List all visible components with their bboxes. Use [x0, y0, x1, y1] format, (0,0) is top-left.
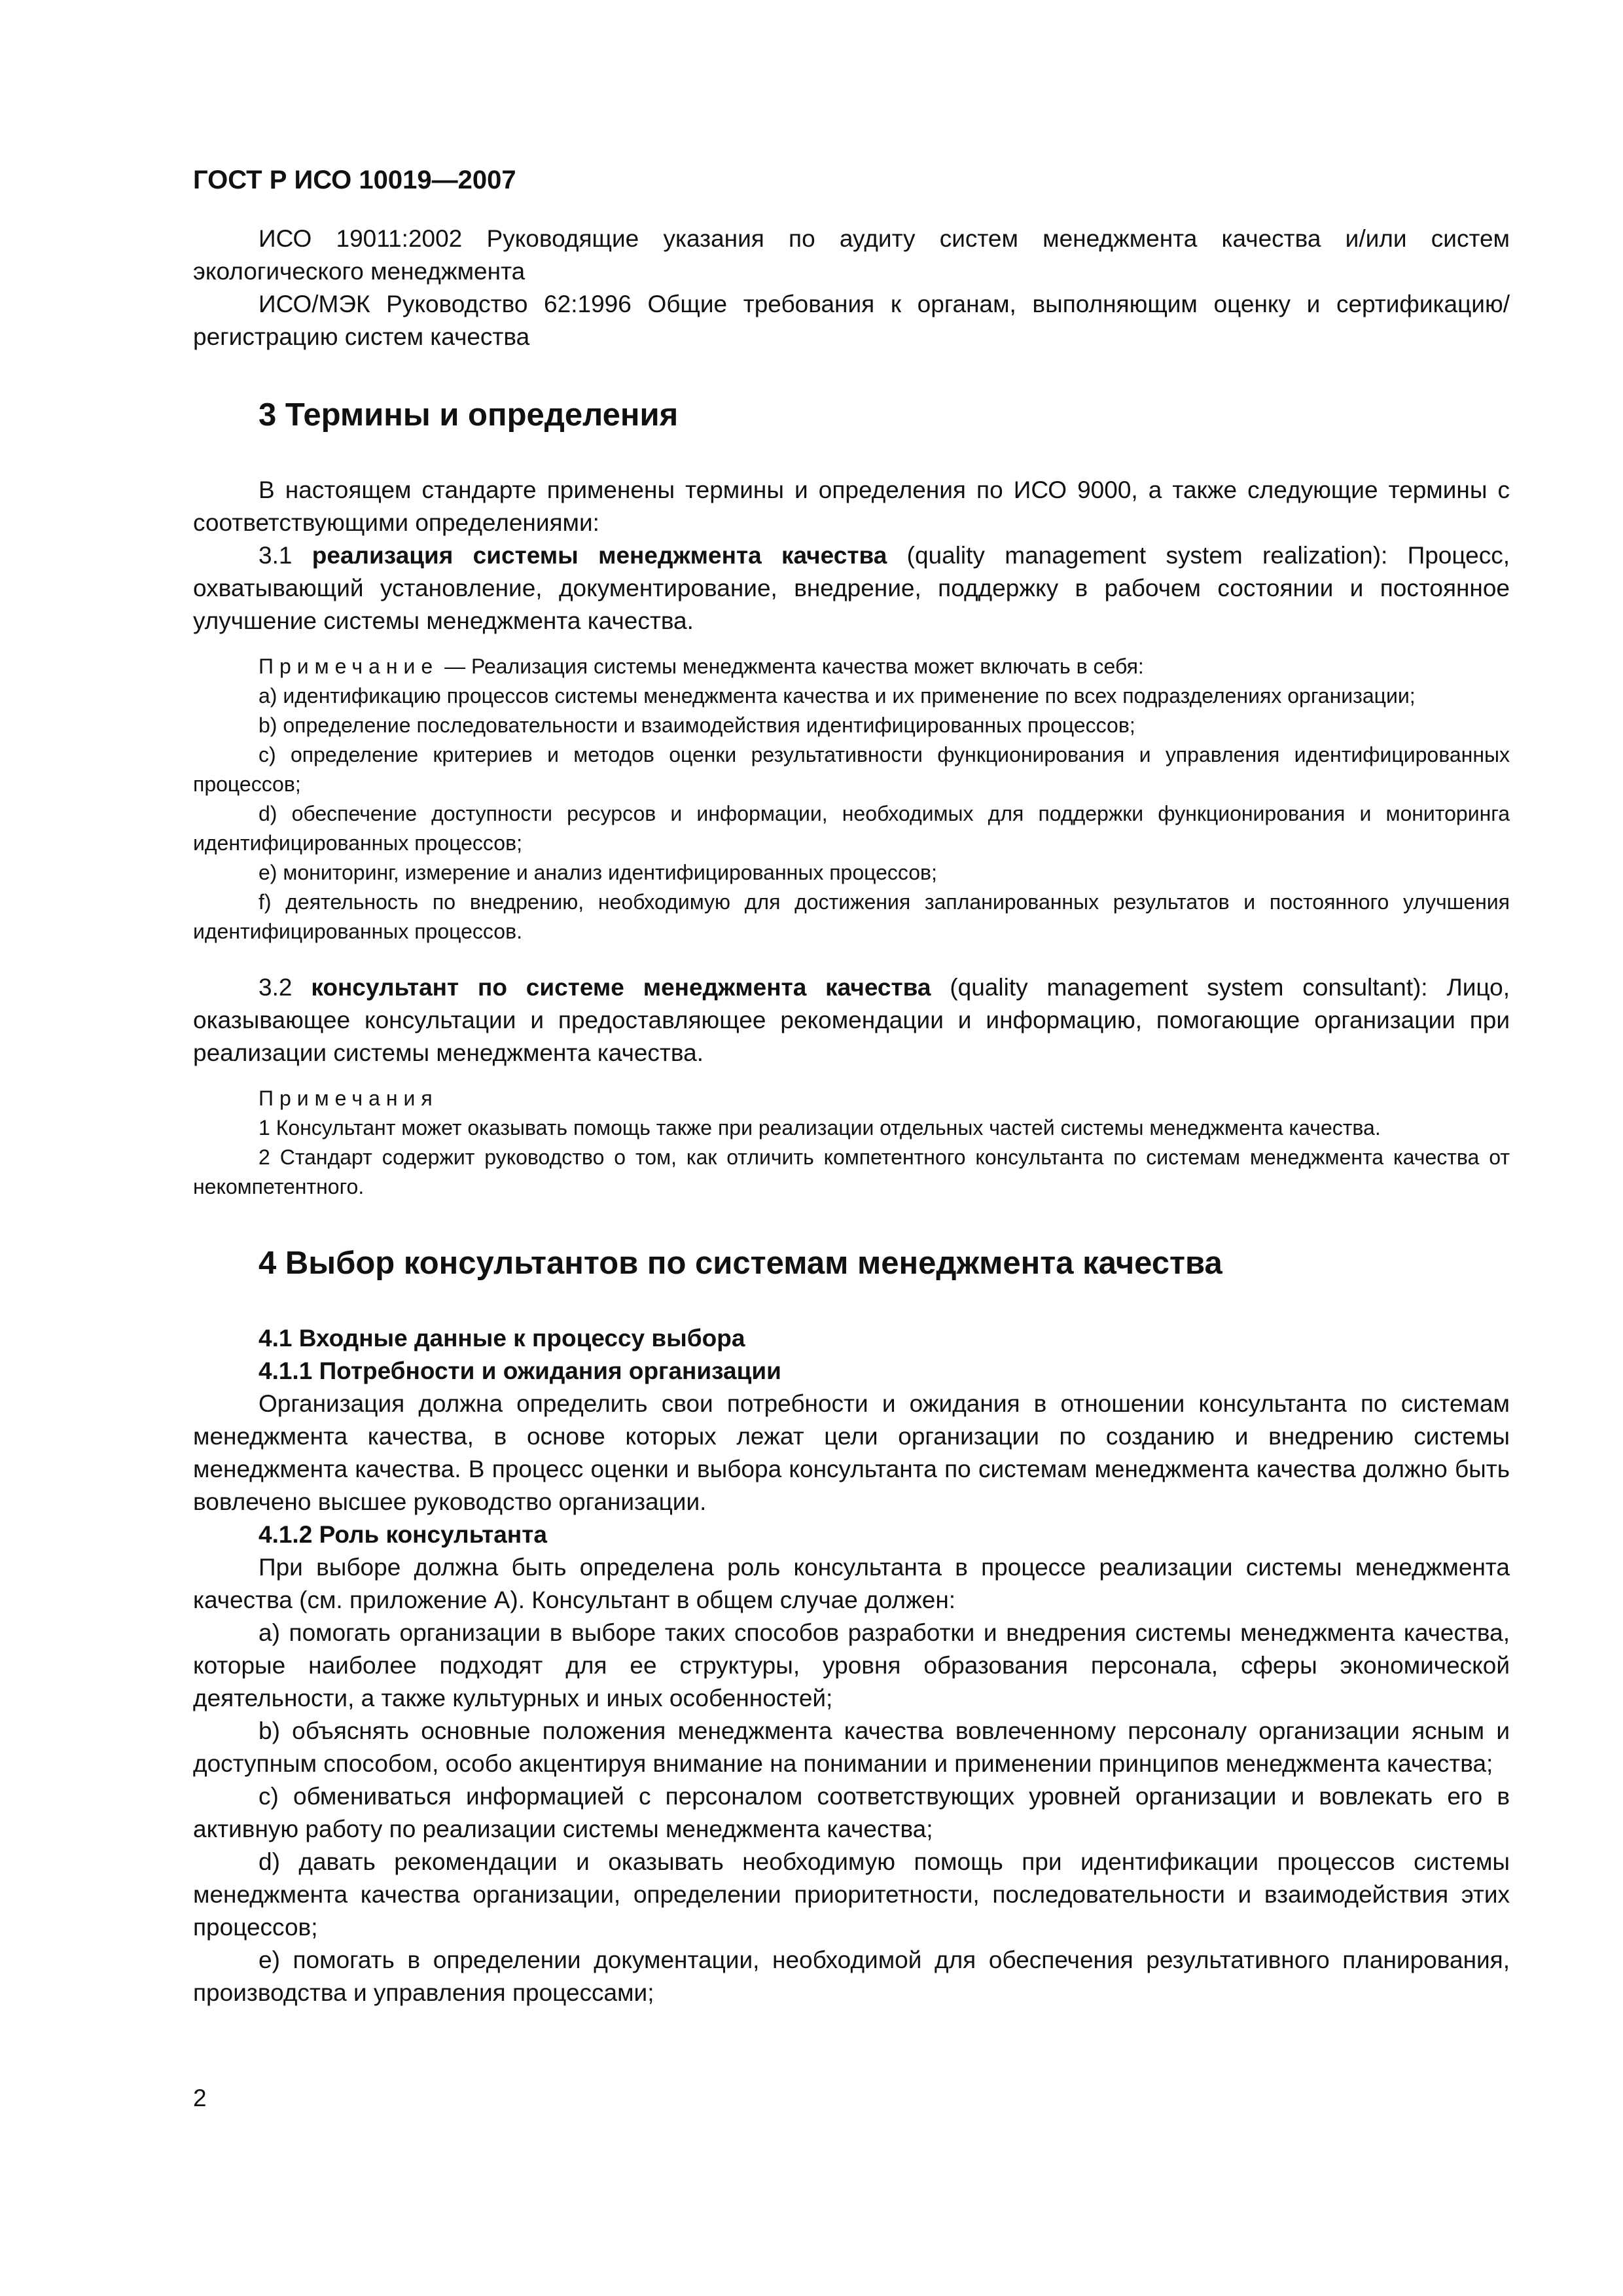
role-item-b: b) объяснять основные положения менеджмента качества вовлеченному персоналу организации ясным и доступным способом, особо акцентируя внимание на понимании и применении принципов менеджмента качества; — [193, 1717, 1510, 1777]
note-3-1 — [193, 652, 1510, 946]
section-4-title: 4 Выбор консультантов по системам менеджмента качества — [259, 1246, 1222, 1281]
note-3-1-item-d: d) обеспечение доступности ресурсов и информации, необходимых для поддержки функционирования и мониторинга идентифицированных процессов; — [193, 802, 1510, 855]
role-item-a: a) помогать организации в выборе таких способов разработки и внедрения системы менеджмента качества, которые наиболее подходят для ее структуры, уровня образования персонала, сферы экономической деятельности, а также культурных и иных особенностей; — [193, 1619, 1510, 1712]
note-3-1-item-c: c) определение критериев и методов оценки результативности функционирования и управления идентифицированных процессов; — [193, 743, 1510, 796]
definition-3-1-text: (quality management system realization): Процесс, охватывающий установление, документирование, внедрение, поддержку в рабочем состоянии и постоянное улучшение системы менеджмента качества. — [193, 542, 1510, 634]
notes-3-2-item-2: 2 Стандарт содержит руководство о том, как отличить компетентного консультанта по системам менеджмента качества от некомпетентного. — [193, 1145, 1510, 1198]
definition-3-2-number: 3.2 — [259, 974, 293, 1001]
page-number: 2 — [193, 2085, 207, 2111]
note-3-1-item-f: f) деятельность по внедрению, необходимую для достижения запланированных результатов и постоянного улучшения идентифицированных процессов. — [193, 890, 1510, 943]
note-3-1-text: — Реализация системы менеджмента качества может включать в себя: — [444, 655, 1144, 678]
subsection-4-1-1-title: 4.1.1 Потребности и ожидания организации — [259, 1357, 781, 1384]
notes-label: Примечания — [259, 1086, 438, 1110]
subsection-4-1-2-intro: При выборе должна быть определена роль консультанта в процессе реализации системы менеджмента качества (см. приложение А). Консультант в общем случае должен: — [193, 1554, 1510, 1613]
definition-3-2-term: консультант по системе менеджмента качества — [311, 974, 931, 1001]
reference-iso-19011: ИСО 19011:2002 Руководящие указания по аудиту систем менеджмента качества и/или систем экологического менеджмента — [193, 225, 1510, 285]
document-page — [193, 164, 1510, 2009]
note-3-1-intro — [193, 652, 1510, 681]
notes-3-2-item-1: 1 Консультант может оказывать помощь также при реализации отдельных частей системы менеджмента качества. — [259, 1116, 1381, 1139]
definition-3-1-number: 3.1 — [259, 542, 293, 569]
definition-3-1 — [193, 539, 1510, 637]
section-3-intro: В настоящем стандарте применены термины и определения по ИСО 9000, а также следующие термины с соответствующими определениями: — [193, 476, 1510, 536]
role-item-d: d) давать рекомендации и оказывать необходимую помощь при идентификации процессов системы менеджмента качества организации, определении приоритетности, последовательности и взаимодействия этих процессов; — [193, 1848, 1510, 1941]
note-3-1-item-a: a) идентификацию процессов системы менеджмента качества и их применение по всех подразделениях организации; — [259, 684, 1416, 708]
subsection-4-1-1-text: Организация должна определить свои потребности и ожидания в отношении консультанта по системам менеджмента качества, в основе которых лежат цели организации по созданию и внедрению системы менеджмента качества. В процесс оценки и выбора консультанта по системам менеджмента качества должно быть вовлечено высшее руководство организации. — [193, 1390, 1510, 1515]
subsection-4-1-2-title: 4.1.2 Роль консультанта — [259, 1521, 547, 1548]
subsection-4-1-title: 4.1 Входные данные к процессу выбора — [259, 1325, 745, 1352]
definition-3-1-term: реализация системы менеджмента качества — [312, 542, 887, 569]
note-3-1-item-b: b) определение последовательности и взаимодействия идентифицированных процессов; — [259, 713, 1135, 737]
note-label: Примечание — [259, 655, 439, 678]
definition-3-2-text: (quality management system consultant): Лицо, оказывающее консультации и предоставляющее рекомендации и информацию, помогающие организации при реализации системы менеджмента качества. — [193, 974, 1510, 1066]
definition-3-2 — [193, 971, 1510, 1069]
note-3-1-item-e: e) мониторинг, измерение и анализ идентифицированных процессов; — [259, 861, 937, 884]
section-3-title: 3 Термины и определения — [259, 397, 679, 433]
document-id: ГОСТ Р ИСО 10019—2007 — [193, 166, 516, 194]
notes-3-2 — [193, 1084, 1510, 1202]
role-item-e: e) помогать в определении документации, необходимой для обеспечения результативного планирования, производства и управления процессами; — [193, 1946, 1510, 2006]
reference-iso-iec-guide-62: ИСО/МЭК Руководство 62:1996 Общие требования к органам, выполняющим оценку и сертификацию/регистрацию систем качества — [193, 291, 1510, 350]
role-item-c: c) обмениваться информацией с персоналом соответствующих уровней организации и вовлекать его в активную работу по реализации системы менеджмента качества; — [193, 1783, 1510, 1842]
